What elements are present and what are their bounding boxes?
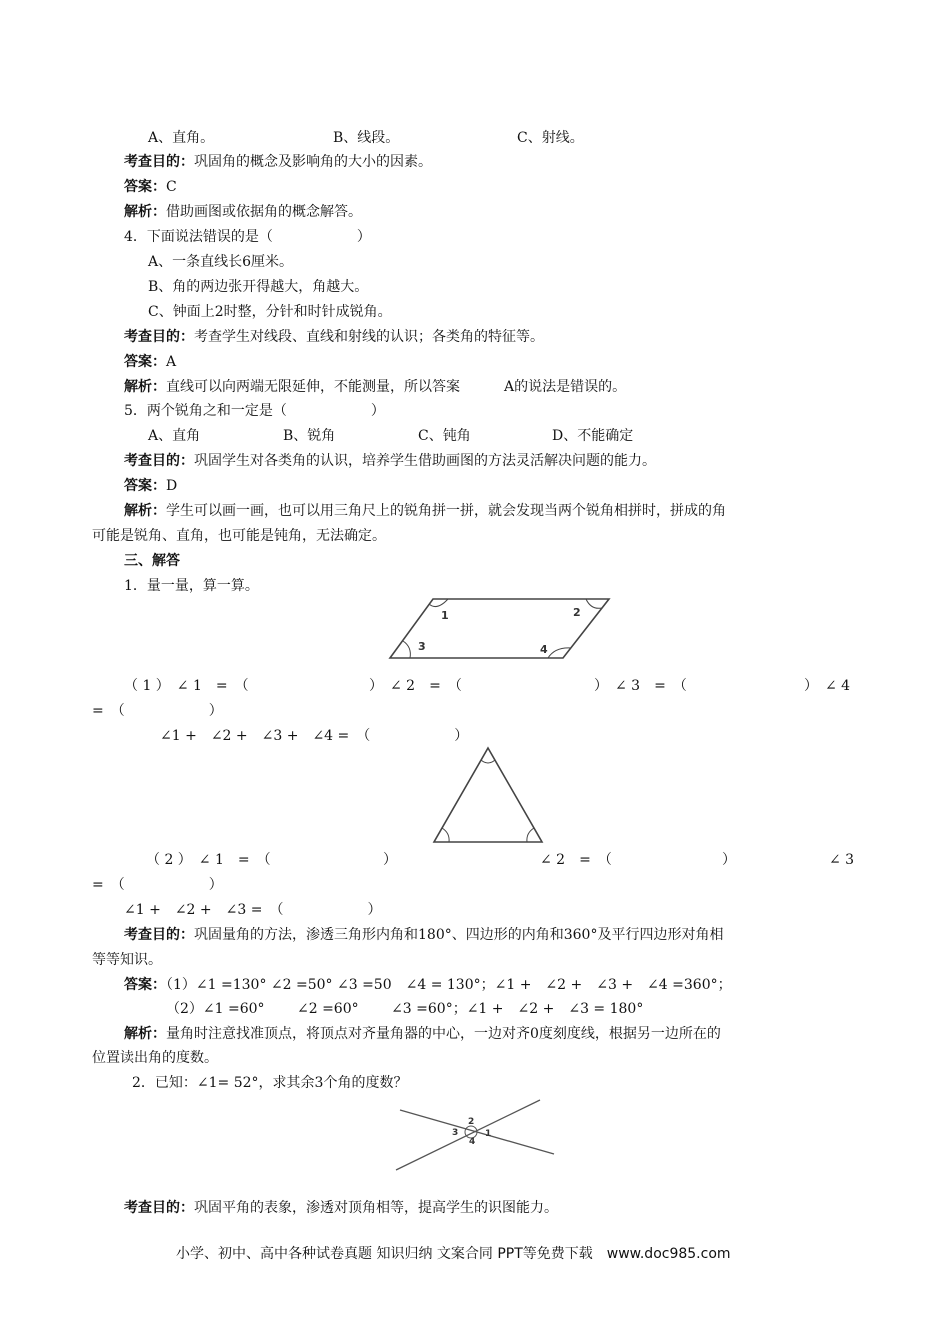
- section-title: 三、解答: [124, 553, 180, 569]
- q5-stem: 5．两个锐角之和一定是（ ）: [124, 403, 385, 419]
- analysis-text: 量角时注意找准顶点，将顶点对齐量角器的中心，一边对齐0度刻度线，根据另一边所在的: [166, 1026, 721, 1042]
- analysis-label: 解析：: [124, 204, 166, 220]
- analysis-text: 学生可以画一画，也可以用三角尺上的锐角拼一拼，就会发现当两个锐角相拼时，拼成的角: [166, 503, 726, 519]
- q4-option-a: A、一条直线长6厘米。: [148, 254, 294, 270]
- s1-purpose: [124, 926, 723, 944]
- s1-p1-sum: ∠1 + ∠2 + ∠3 + ∠4 = （ ）: [160, 728, 469, 744]
- angle-label-1: 1: [485, 1129, 492, 1139]
- footer-text: 小学、初中、高中各种试卷真题 知识归纳 文案合同 PPT等免费下载 www.doc985.com: [176, 1246, 731, 1262]
- q4-option-b: B、角的两边张开得越大，角越大。: [148, 279, 369, 295]
- q3-answer: [124, 178, 177, 196]
- angle-label-3: 3: [452, 1128, 459, 1138]
- analysis-label: 解析：: [124, 1026, 166, 1042]
- s1-p1-angle4-blank: = （ ）: [92, 703, 223, 719]
- analysis-text: 借助画图或依据角的概念解答。: [166, 204, 362, 220]
- s1-stem: 1．量一量，算一算。: [124, 578, 259, 594]
- q5-option-c: C、钝角: [418, 428, 471, 444]
- q3-purpose: [124, 153, 432, 171]
- angle-label-3: 3: [418, 640, 426, 653]
- angle-label-1: 1: [441, 609, 449, 622]
- s1-p1-angle1: （ 1 ） ∠ 1 = （: [124, 678, 249, 694]
- analysis-label: 解析：: [124, 503, 166, 519]
- purpose-label: 考查目的：: [124, 1200, 194, 1216]
- q3-option-c: C、射线。: [517, 130, 584, 146]
- analysis-label: 解析：: [124, 379, 166, 395]
- s1-p1-angle4: ） ∠ 4: [804, 678, 851, 694]
- purpose-text: 巩固平角的表象，渗透对顶角相等，提高学生的识图能力。: [194, 1200, 558, 1216]
- s1-p2-angle2: ∠ 2 = （: [540, 852, 612, 868]
- s1-answer-cont: （2）∠1 =60° ∠2 =60° ∠3 =60°；∠1 + ∠2 + ∠3 = 180°: [166, 1001, 644, 1017]
- parallelogram-figure: [385, 594, 615, 662]
- s1-p2-angle1-close: ）: [383, 852, 397, 868]
- analysis-text: 直线可以向两端无限延伸，不能测量，所以答案: [166, 379, 460, 395]
- q4-answer: [124, 353, 176, 371]
- angle-label-2: 2: [573, 606, 581, 619]
- answer-label: 答案：: [124, 478, 166, 494]
- purpose-label: 考查目的：: [124, 329, 194, 345]
- q5-option-d: D、不能确定: [552, 428, 634, 444]
- q5-option-a: A、直角: [148, 428, 201, 444]
- answer-text: D: [166, 478, 178, 494]
- s1-p1-angle2: ） ∠ 2 = （: [369, 678, 462, 694]
- analysis-text-2: A的说法是错误的。: [504, 379, 627, 395]
- answer-text: C: [166, 179, 177, 195]
- s2-stem: 2．已知：∠1= 52°，求其余3个角的度数？: [132, 1075, 408, 1091]
- intersecting-lines-figure: [392, 1092, 560, 1174]
- triangle-angle-left-arc: [442, 828, 449, 842]
- answer-label: 答案：: [124, 179, 166, 195]
- s1-p2-angle1: （ 2 ） ∠ 1 = （: [146, 852, 271, 868]
- q5-option-b: B、锐角: [283, 428, 336, 444]
- purpose-label: 考查目的：: [124, 453, 194, 469]
- q4-stem: 4．下面说法错误的是（ ）: [124, 229, 371, 245]
- purpose-text: 巩固学生对各类角的认识，培养学生借助画图的方法灵活解决问题的能力。: [194, 453, 656, 469]
- angle-label-4: 4: [540, 643, 548, 656]
- s1-p1-angle3: ） ∠ 3 = （: [594, 678, 687, 694]
- q3-analysis: [124, 203, 362, 221]
- q4-analysis: [124, 378, 626, 396]
- triangle-angle-top-arc: [481, 760, 495, 763]
- s1-purpose-cont: 等等知识。: [92, 952, 162, 968]
- answer-text: （1）∠1 =130° ∠2 =50° ∠3 =50 ∠4 = 130°；∠1 + ∠2 + ∠3 + ∠4 =360°；: [166, 977, 732, 993]
- s1-analysis-cont: 位置读出角的度数。: [92, 1050, 218, 1066]
- q3-option-a: A、直角。: [148, 130, 215, 146]
- s1-p2-sum: ∠1 + ∠2 + ∠3 = （ ）: [124, 902, 382, 918]
- triangle-angle-right-arc: [527, 828, 534, 842]
- angle-label-4: 4: [469, 1137, 476, 1147]
- s1-p2-angle3-blank: = （ ）: [92, 877, 223, 893]
- purpose-text: 巩固量角的方法，渗透三角形内角和180°、四边形的内角和360°及平行四边形对角相: [194, 927, 724, 943]
- q4-purpose: [124, 328, 544, 346]
- q3-option-b: B、线段。: [333, 130, 400, 146]
- s1-p2-angle3: ∠ 3: [829, 852, 855, 868]
- s2-purpose: [124, 1199, 558, 1217]
- angle-2-arc: [586, 599, 602, 608]
- q5-analysis-cont: 可能是锐角、直角，也可能是钝角，无法确定。: [92, 528, 386, 544]
- q5-answer: [124, 477, 177, 495]
- triangle-shape: [434, 748, 542, 842]
- angle-label-2: 2: [468, 1117, 475, 1127]
- answer-label: 答案：: [124, 354, 166, 370]
- line-b: [396, 1100, 540, 1170]
- s1-analysis: [124, 1025, 721, 1043]
- purpose-label: 考查目的：: [124, 927, 194, 943]
- answer-label: 答案：: [124, 977, 166, 993]
- q5-analysis: [124, 502, 726, 520]
- purpose-text: 考查学生对线段、直线和射线的认识；各类角的特征等。: [194, 329, 544, 345]
- answer-text: A: [166, 354, 177, 370]
- triangle-figure: [430, 745, 546, 845]
- angle-3-arc: [403, 641, 410, 658]
- purpose-label: 考查目的：: [124, 154, 194, 170]
- s1-answer: [124, 976, 732, 994]
- q5-purpose: [124, 452, 656, 470]
- s1-p2-angle2-close: ）: [722, 852, 736, 868]
- q4-option-c: C、钟面上2时整，分针和时针成锐角。: [148, 304, 392, 320]
- purpose-text: 巩固角的概念及影响角的大小的因素。: [194, 154, 432, 170]
